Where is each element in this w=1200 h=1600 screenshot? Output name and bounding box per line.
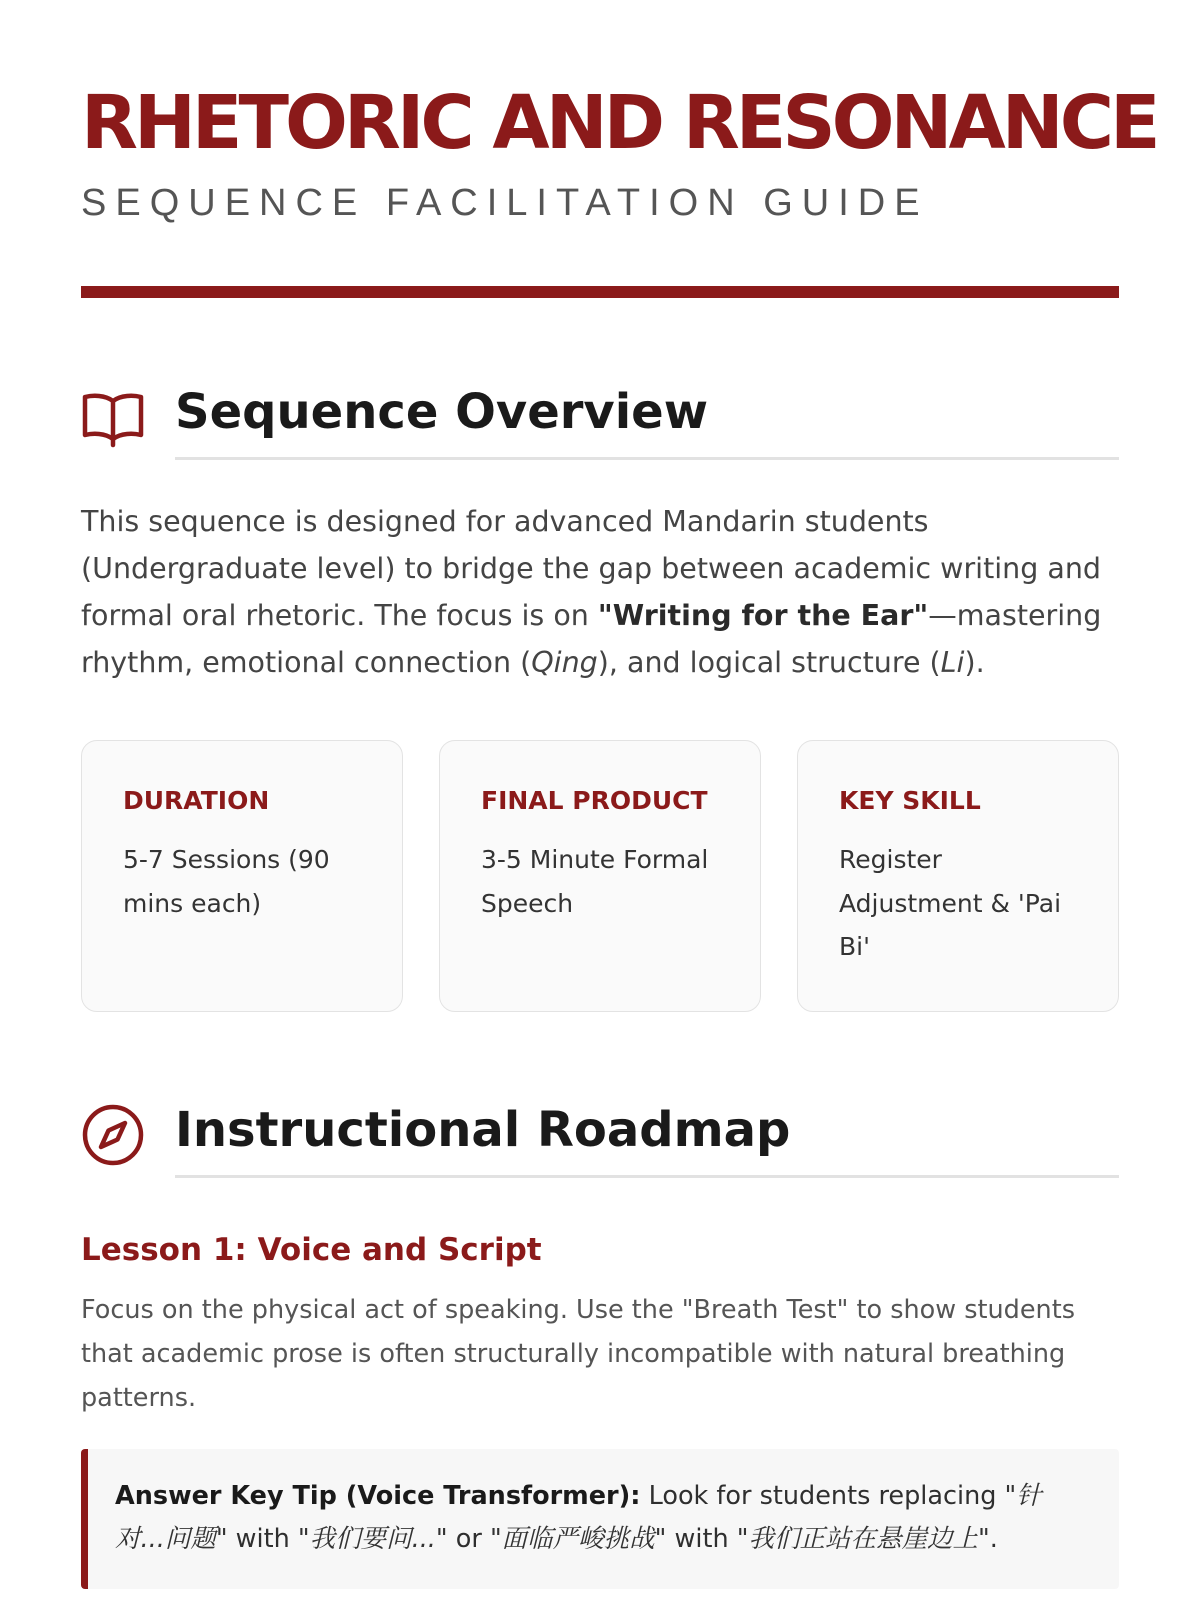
document-title: RHETORIC AND RESONANCE bbox=[81, 80, 1157, 166]
tip-quote: "我们要问..." bbox=[297, 1524, 448, 1554]
card-value: Register Adjustment & 'Pai Bi' bbox=[839, 845, 1062, 961]
tip-quote: "我们正站在悬崖边上" bbox=[736, 1524, 990, 1554]
overview-paragraph bbox=[81, 498, 1119, 686]
tip-text-part: with bbox=[666, 1524, 737, 1554]
tip-text-part: with bbox=[227, 1524, 298, 1554]
overview-text-part: ), and logical structure ( bbox=[597, 646, 941, 679]
card-label: DURATION bbox=[123, 786, 270, 815]
title-divider bbox=[81, 286, 1119, 298]
card-value: 3-5 Minute Formal Speech bbox=[481, 845, 709, 918]
tip-quote: "针对...问题" bbox=[115, 1481, 1042, 1554]
overview-text-part: This sequence is designed for advanced Mandarin students (Undergraduate level) to bridge the gap between academic writing and formal oral rhetoric. The focus is on bbox=[81, 505, 1102, 632]
tip-quote: "面临严峻挑战" bbox=[489, 1524, 667, 1554]
final-product-card bbox=[439, 740, 761, 1012]
lesson-1-title: Lesson 1: Voice and Script bbox=[81, 1232, 542, 1268]
compass-icon bbox=[81, 1103, 145, 1167]
card-label: KEY SKILL bbox=[839, 786, 981, 815]
answer-key-tip bbox=[81, 1449, 1119, 1589]
tip-text-part: Look for students replacing bbox=[640, 1481, 1005, 1511]
overview-text-part: —mastering rhythm, emotional connection ( bbox=[81, 599, 1102, 679]
duration-card bbox=[81, 740, 403, 1012]
overview-section-header bbox=[81, 382, 1119, 460]
overview-title: Sequence Overview bbox=[175, 384, 709, 440]
overview-term-qing: Qing bbox=[531, 646, 598, 679]
tip-text-part: or bbox=[447, 1524, 490, 1554]
overview-term-li: Li bbox=[940, 646, 965, 679]
card-label: FINAL PRODUCT bbox=[481, 786, 708, 815]
overview-emphasis: "Writing for the Ear" bbox=[597, 599, 929, 632]
overview-divider bbox=[175, 457, 1119, 460]
tip-label: Answer Key Tip (Voice Transformer): bbox=[115, 1481, 641, 1511]
tip-text-part: . bbox=[989, 1524, 998, 1554]
lesson-1-description: Focus on the physical act of speaking. Use the "Breath Test" to show students that academic prose is often structurally incompatible with natural breathing patterns. bbox=[81, 1295, 1075, 1413]
card-value: 5-7 Sessions (90 mins each) bbox=[123, 845, 330, 918]
document-subtitle: SEQUENCE FACILITATION GUIDE bbox=[81, 182, 929, 224]
book-open-icon bbox=[81, 385, 145, 449]
roadmap-title: Instructional Roadmap bbox=[175, 1102, 791, 1158]
overview-cards bbox=[81, 740, 1119, 1012]
overview-text-part: ). bbox=[964, 646, 985, 679]
key-skill-card bbox=[797, 740, 1119, 1012]
roadmap-section-header bbox=[81, 1100, 1119, 1178]
roadmap-divider bbox=[175, 1175, 1119, 1178]
